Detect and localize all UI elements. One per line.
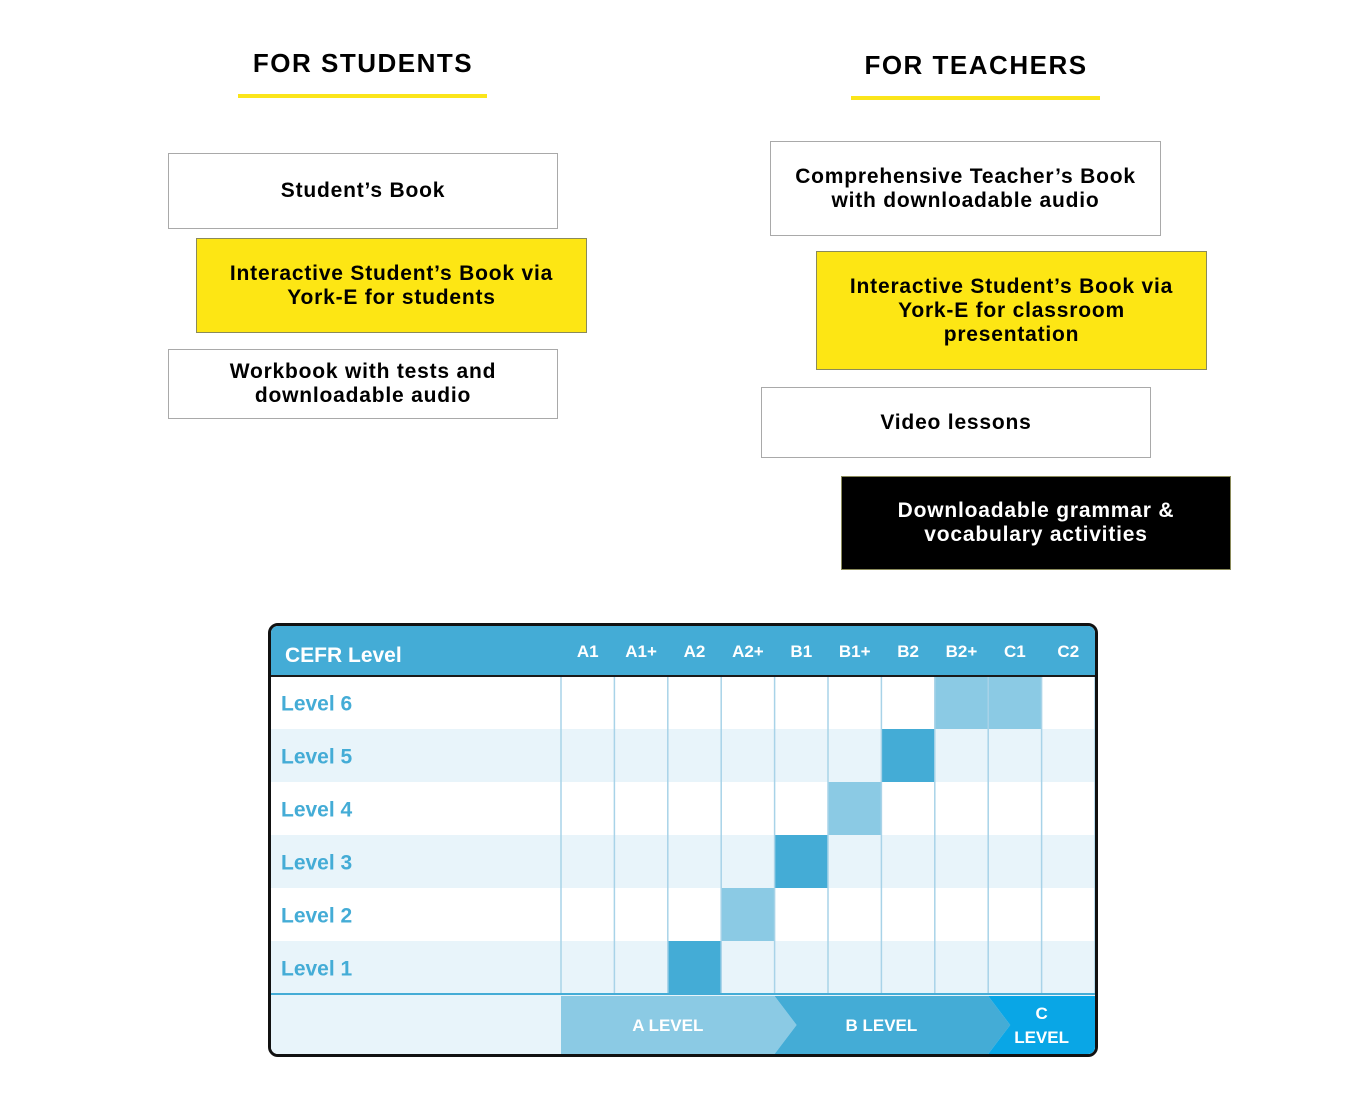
column-header: B1	[790, 642, 813, 661]
row-label: Level 5	[281, 745, 353, 769]
row-background	[271, 888, 1095, 941]
row-background	[271, 729, 1095, 782]
column-header: B2+	[945, 642, 978, 661]
column-header: B2	[897, 642, 919, 661]
column-header: C1	[1004, 642, 1026, 661]
column-header: C2	[1057, 642, 1080, 661]
teachers-item-interactive-book: Interactive Student’s Book via York-E for classroom presentation	[816, 251, 1207, 370]
column-header: A1	[576, 642, 599, 661]
row-label: Level 4	[281, 798, 353, 822]
students-item-workbook: Workbook with tests and downloadable audio	[168, 349, 558, 419]
students-item-interactive-book: Interactive Student’s Book via York-E for students	[196, 238, 587, 333]
column-header: B1+	[838, 642, 871, 661]
level-span-cell	[828, 782, 881, 835]
row-label: Level 3	[281, 851, 353, 875]
column-header: A2	[683, 642, 706, 661]
row-background	[271, 835, 1095, 888]
teachers-heading: FOR TEACHERS	[864, 50, 1088, 80]
teachers-item-grammar-vocabulary: Downloadable grammar & vocabulary activities	[841, 476, 1231, 570]
row-label: Level 6	[281, 692, 353, 716]
band-label: C	[1035, 1004, 1048, 1023]
row-label: Level 2	[281, 904, 353, 928]
row-label: Level 1	[281, 957, 353, 981]
band-label: A LEVEL	[632, 1016, 704, 1035]
teachers-item-teachers-book: Comprehensive Teacher’s Book with downloadable audio	[770, 141, 1161, 236]
row-background	[271, 782, 1095, 835]
band-label: LEVEL	[1014, 1028, 1069, 1047]
cefr-grid	[271, 626, 1095, 1054]
level-span-cell	[668, 941, 721, 994]
level-span-cell	[721, 888, 774, 941]
column-header: A2+	[732, 642, 764, 661]
students-item-students-book: Student’s Book	[168, 153, 558, 229]
students-heading: FOR STUDENTS	[252, 48, 474, 78]
column-header: A1+	[625, 642, 657, 661]
level-span-cell	[881, 729, 934, 782]
band-label: B LEVEL	[845, 1016, 918, 1035]
teachers-item-video-lessons: Video lessons	[761, 387, 1151, 458]
cefr-title: CEFR Level	[285, 644, 402, 667]
students-heading-underline	[238, 94, 487, 98]
teachers-heading-underline	[851, 96, 1100, 100]
cefr-level-table	[268, 623, 1098, 1057]
level-span-cell	[775, 835, 828, 888]
